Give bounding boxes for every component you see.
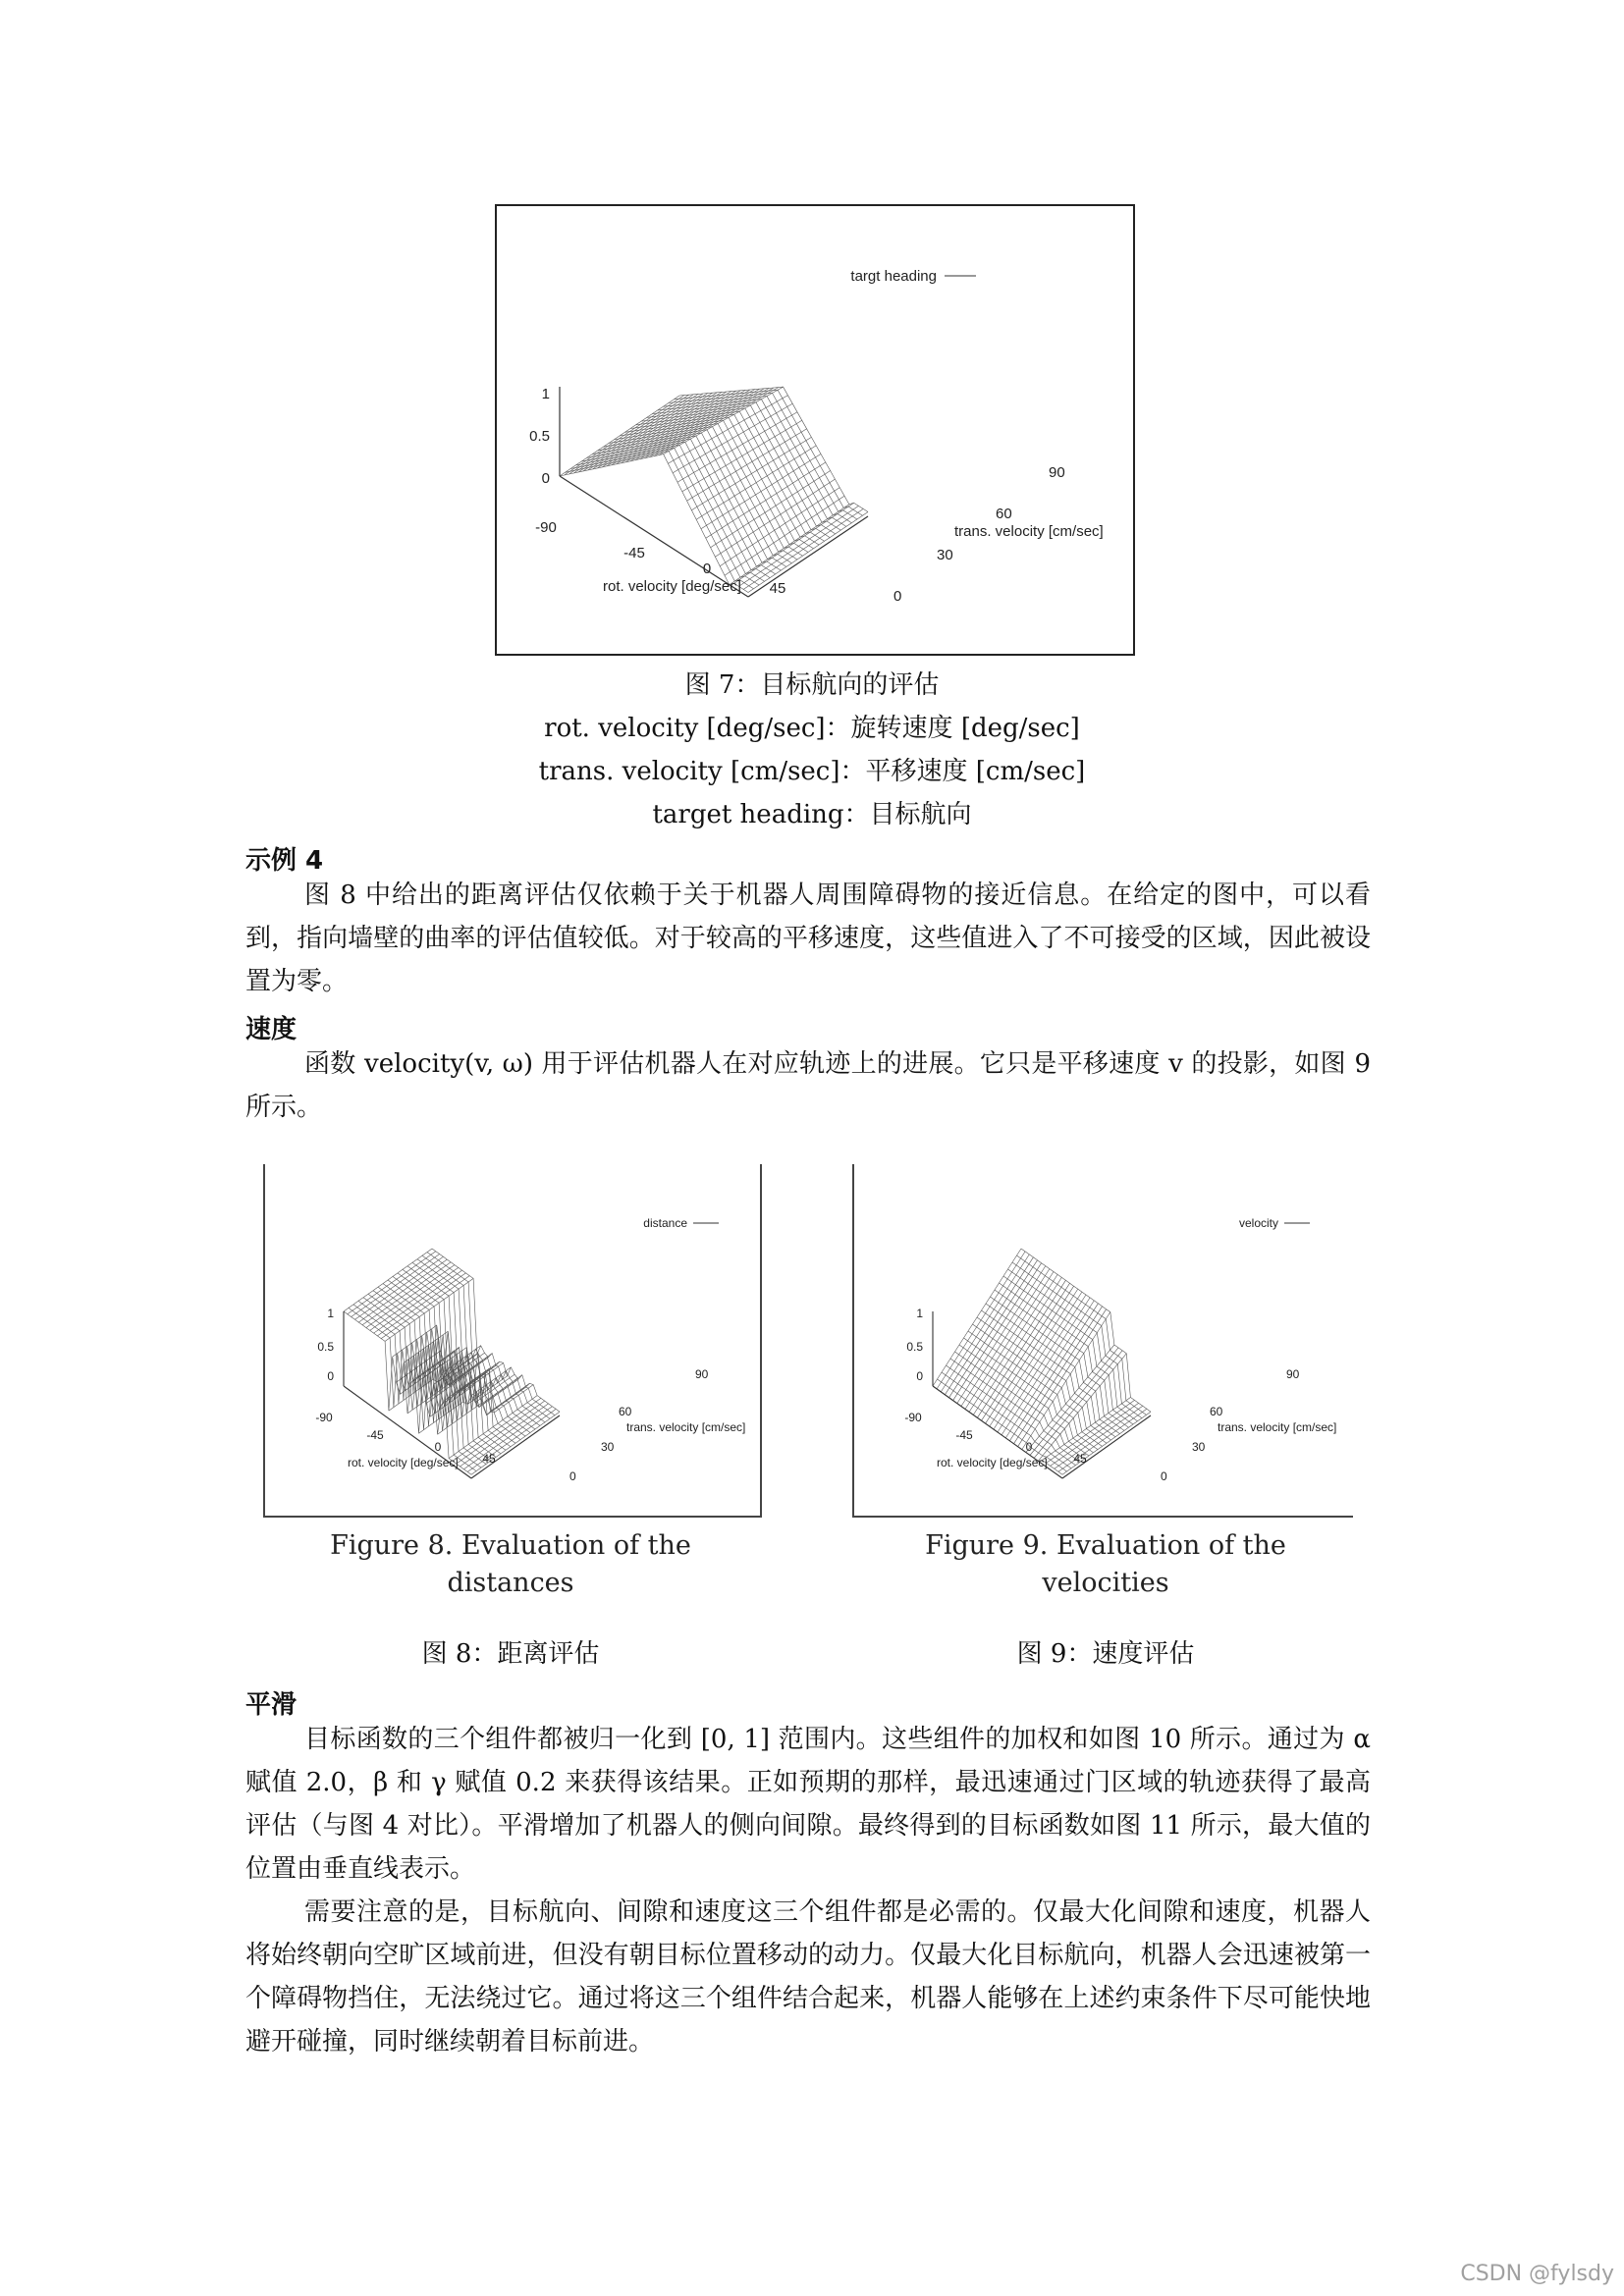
figure-7-plot bbox=[497, 206, 1133, 654]
trans-tick: 30 bbox=[601, 1440, 615, 1454]
caption-line: 图 7：目标航向的评估 bbox=[684, 670, 940, 700]
figure-7-caption bbox=[0, 664, 1624, 836]
trans-axis-line bbox=[1062, 1415, 1151, 1478]
rot-tick: -90 bbox=[535, 519, 557, 536]
z-tick: 0 bbox=[916, 1369, 923, 1383]
trans-tick: 90 bbox=[695, 1367, 709, 1381]
mesh-line bbox=[968, 1331, 1098, 1450]
mesh-line bbox=[636, 411, 825, 541]
figure-9-plot bbox=[854, 1164, 1353, 1516]
trans-axis-label: trans. velocity [cm/sec] bbox=[1218, 1420, 1337, 1434]
mesh-line bbox=[942, 1372, 1071, 1468]
rot-tick: 45 bbox=[769, 580, 786, 597]
heading-velocity: 速度 bbox=[245, 1015, 298, 1044]
figure-9-caption-en: Figure 9. Evaluation of the velocities bbox=[925, 1530, 1286, 1598]
trans-tick: 90 bbox=[1049, 464, 1065, 481]
trans-axis-line bbox=[471, 1415, 560, 1478]
mesh-line bbox=[669, 393, 857, 519]
watermark: CSDN @fylsdy bbox=[1460, 2262, 1614, 2286]
z-tick: 0.5 bbox=[906, 1340, 923, 1354]
z-tick: 1 bbox=[327, 1307, 334, 1320]
mesh-line bbox=[964, 1338, 1094, 1453]
rot-tick: -45 bbox=[623, 545, 645, 561]
paragraph-text: 需要注意的是，目标航向、间隙和速度这三个组件都是必需的。仅最大化间隙和速度，机器人将始终朝向空旷区域前进，但没有朝目标位置移动的动力。仅最大化目标航向，机器人会迅速被第一个障碍物挡住，无法绕过它。通过将这三个组件结合起来，机器人能够在上述约束条件下尽可能快地避开碰撞，同时继续朝着目标前进。 bbox=[245, 1897, 1371, 2056]
rot-axis-label: rot. velocity [deg/sec] bbox=[937, 1456, 1048, 1469]
paragraph-text: 图 8 中给出的距离评估仅依赖于关于机器人周围障碍物的接近信息。在给定的图中，可以看到，指向墙壁的曲率的评估值较低。对于较高的平移速度，这些值进入了不可接受的区域，因此被设置为零。 bbox=[245, 881, 1371, 996]
figure-8 bbox=[263, 1164, 762, 1518]
caption-line: trans. velocity [cm/sec]：平移速度 [cm/sec] bbox=[538, 757, 1086, 786]
mesh-line bbox=[641, 408, 830, 538]
rot-axis-label: rot. velocity [deg/sec] bbox=[348, 1456, 459, 1469]
heading-smoothing: 平滑 bbox=[245, 1690, 298, 1720]
z-tick: 1 bbox=[541, 386, 550, 402]
z-tick: 0.5 bbox=[529, 428, 550, 445]
rot-tick: 45 bbox=[1073, 1452, 1087, 1466]
rot-tick: 0 bbox=[1025, 1440, 1033, 1454]
rot-tick: -45 bbox=[955, 1428, 973, 1442]
caption-line: rot. velocity [deg/sec]：旋转速度 [deg/sec] bbox=[544, 714, 1080, 743]
heading-example-4: 示例 4 bbox=[245, 846, 324, 876]
rot-axis-label: rot. velocity [deg/sec] bbox=[603, 578, 741, 595]
figure-8-caption-en: Figure 8. Evaluation of the distances bbox=[330, 1530, 691, 1598]
figure-8-plot bbox=[265, 1164, 760, 1516]
rot-tick: 45 bbox=[482, 1452, 496, 1466]
caption-line: target heading：目标航向 bbox=[652, 800, 972, 829]
trans-tick: 0 bbox=[893, 588, 902, 605]
z-tick: 0.5 bbox=[317, 1340, 334, 1354]
trans-tick: 60 bbox=[1210, 1405, 1223, 1418]
trans-tick: 30 bbox=[937, 547, 953, 563]
rot-tick: -90 bbox=[904, 1411, 922, 1424]
paragraph-velocity bbox=[245, 1042, 1371, 1129]
legend-label: targt heading bbox=[850, 268, 937, 285]
rot-tick: -45 bbox=[366, 1428, 384, 1442]
rot-tick: -90 bbox=[315, 1411, 333, 1424]
paragraph-example-4 bbox=[245, 874, 1371, 1003]
trans-tick: 60 bbox=[996, 506, 1012, 522]
trans-axis-label: trans. velocity [cm/sec] bbox=[626, 1420, 746, 1434]
z-tick: 1 bbox=[916, 1307, 923, 1320]
trans-tick: 30 bbox=[1192, 1440, 1206, 1454]
z-tick: 0 bbox=[541, 470, 550, 487]
trans-tick: 0 bbox=[569, 1469, 576, 1483]
z-tick: 0 bbox=[327, 1369, 334, 1383]
mesh-line bbox=[652, 402, 840, 530]
rot-tick: 0 bbox=[434, 1440, 442, 1454]
legend-label: velocity bbox=[1238, 1216, 1278, 1230]
paragraph-smoothing bbox=[245, 1718, 1371, 2063]
trans-tick: 0 bbox=[1161, 1469, 1167, 1483]
rot-tick: 0 bbox=[702, 561, 712, 577]
figure-7-surface bbox=[560, 387, 868, 592]
paragraph-text: 目标函数的三个组件都被归一化到 [0, 1] 范围内。这些组件的加权和如图 10 所示。通过为 α 赋值 2.0，β 和 γ 赋值 0.2 来获得该结果。正如预期的那样，最迅速通过门区域的轨迹获得了最高评估（与图 4 对比）。平滑增加了机器人的侧向间隙。最终得到的目标函数如图 11 所示，最大值的位置由垂直线表示。 bbox=[245, 1725, 1371, 1884]
mesh-line bbox=[986, 1304, 1115, 1437]
legend-label: distance bbox=[643, 1216, 687, 1230]
figure-7 bbox=[495, 204, 1135, 656]
mesh-line bbox=[647, 405, 836, 534]
figure-9 bbox=[852, 1164, 1353, 1518]
paragraph-text: 函数 velocity(v, ω) 用于评估机器人在对应轨迹上的进展。它只是平移速度 v 的投影，如图 9 所示。 bbox=[245, 1049, 1371, 1122]
trans-tick: 60 bbox=[619, 1405, 632, 1418]
trans-axis-label: trans. velocity [cm/sec] bbox=[954, 523, 1104, 540]
figure-8-caption-zh: 图 8：距离评估 bbox=[421, 1639, 600, 1669]
figure-9-caption-zh: 图 9：速度评估 bbox=[1016, 1639, 1195, 1669]
trans-tick: 90 bbox=[1286, 1367, 1300, 1381]
